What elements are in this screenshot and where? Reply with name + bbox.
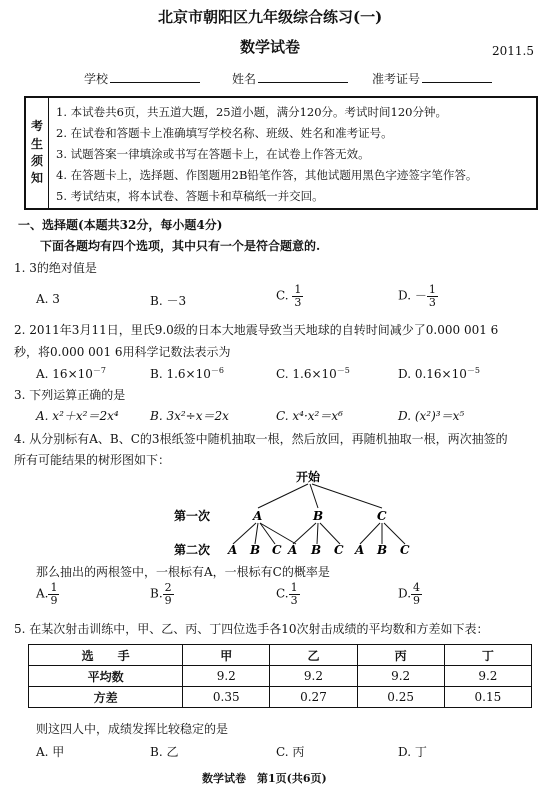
exam-title: 北京市朝阳区九年级综合练习(一) xyxy=(158,8,383,26)
tree-node-first: C xyxy=(377,509,387,523)
q4-option-c: C. $\frac{1}{3}$ xyxy=(276,581,298,607)
q4-option-a: A. $\frac{1}{9}$ xyxy=(36,581,58,607)
notice-item: 1. 本试卷共6页，共五道大题，25道小题，满分120分。考试时间120分钟。 xyxy=(56,105,447,119)
q2-option-a: A. $16\times 10^{-7}$ xyxy=(36,366,106,381)
q1-option-d: D. － $\frac{1}{3}$ xyxy=(398,283,436,309)
subject-title: 数学试卷 xyxy=(240,38,301,56)
tree-node-second: B xyxy=(250,543,261,557)
q5-option-d: D. 丁 xyxy=(398,745,427,759)
tree-first-label: 第一次 xyxy=(174,509,211,523)
q3-option-c: C. x⁴·x²＝x⁶ xyxy=(276,409,343,423)
notice-item: 3. 试题答案一律填涂或书写在答题卡上，在试卷上作答无效。 xyxy=(56,147,370,161)
q2-stem-line1: 2. 2011年3月11日，里氏9.0级的日本大地震导致当天地球的自转时间减少了0.000 001 6 xyxy=(14,323,499,337)
tree-node-second: C xyxy=(400,543,410,557)
tree-second-label: 第二次 xyxy=(174,543,211,557)
field-school: 学校 xyxy=(84,70,200,87)
field-exam-number: 准考证号 xyxy=(372,70,492,87)
notice-item: 5. 考试结束，将本试卷、答题卡和草稿纸一并交回。 xyxy=(56,189,324,203)
q2-option-d: D. $0.16\times 10^{-5}$ xyxy=(398,366,480,381)
q4-stem-line1: 4. 从分别标有A、B、C的3根纸签中随机抽取一根，然后放回，再随机抽取一根，两次抽签的 xyxy=(14,432,508,446)
table-cell: 0.35 xyxy=(183,687,270,708)
table-header-cell: 丁 xyxy=(444,645,531,666)
tree-diagram xyxy=(160,468,430,558)
q3-option-a: A. x²＋x²＝2x⁴ xyxy=(36,409,119,423)
table-row xyxy=(29,687,532,708)
tree-node-second: A xyxy=(288,543,298,557)
table-cell: 平均数 xyxy=(29,666,183,687)
q3-option-d: D. (x²)³＝x⁵ xyxy=(398,409,465,423)
q5-stem: 5. 在某次射击训练中，甲、乙、丙、丁四位选手各10次射击成绩的平均数和方差如下表： xyxy=(14,622,489,636)
exam-date: 2011.5 xyxy=(492,44,534,58)
field-name: 姓名 xyxy=(232,70,348,87)
table-cell: 9.2 xyxy=(183,666,270,687)
q1-option-a: A. 3 xyxy=(36,292,60,306)
section-instruction: 下面各题均有四个选项，其中只有一个是符合题意的. xyxy=(40,239,321,253)
tree-node-second: A xyxy=(228,543,238,557)
q1-option-b: B. －3 xyxy=(150,294,187,308)
q5-option-a: A. 甲 xyxy=(36,745,65,759)
page-footer: 数学试卷 第1页(共6页) xyxy=(202,772,327,785)
q1-option-c: C. $\frac{1}{3}$ xyxy=(276,283,302,309)
candidate-notice xyxy=(24,96,538,210)
table-cell: 0.27 xyxy=(270,687,357,708)
tree-node-first: A xyxy=(253,509,263,523)
q3-stem: 3. 下列运算正确的是 xyxy=(14,388,126,402)
score-table xyxy=(28,644,532,708)
table-cell: 9.2 xyxy=(444,666,531,687)
table-cell: 9.2 xyxy=(357,666,444,687)
table-header-cell: 甲 xyxy=(183,645,270,666)
q5-option-b: B. 乙 xyxy=(150,745,179,759)
q2-option-c: C. $1.6\times 10^{-5}$ xyxy=(276,366,350,381)
table-cell: 方差 xyxy=(29,687,183,708)
notice-item: 2. 在试卷和答题卡上准确填写学校名称、班级、姓名和准考证号。 xyxy=(56,126,393,140)
tree-root: 开始 xyxy=(296,470,321,484)
q5-question: 则这四人中，成绩发挥比较稳定的是 xyxy=(36,722,229,736)
table-cell: 0.15 xyxy=(444,687,531,708)
table-header-cell: 选 手 xyxy=(29,645,183,666)
tree-node-second: A xyxy=(355,543,365,557)
table-header-row xyxy=(29,645,532,666)
q4-option-d: D. $\frac{4}{9}$ xyxy=(398,581,421,607)
notice-item: 4. 在答题卡上，选择题、作图题用2B铅笔作答，其他试题用黑色字迹签字笔作答。 xyxy=(56,168,478,182)
table-row xyxy=(29,666,532,687)
tree-node-second: B xyxy=(311,543,322,557)
q3-option-b: B. 3x²÷x＝2x xyxy=(150,409,229,423)
q4-question: 那么抽出的两根签中，一根标有A，一根标有C的概率是 xyxy=(36,565,330,579)
q2-stem-line2: 秒，将0.000 001 6用科学记数法表示为 xyxy=(14,345,231,359)
q2-option-b: B. $1.6\times 10^{-6}$ xyxy=(150,366,224,381)
table-header-cell: 丙 xyxy=(357,645,444,666)
section-title: 一、选择题(本题共32分，每小题4分) xyxy=(18,218,223,232)
tree-node-second: B xyxy=(377,543,388,557)
q4-option-b: B. $\frac{2}{9}$ xyxy=(150,581,172,607)
q5-option-c: C. 丙 xyxy=(276,745,305,759)
table-cell: 9.2 xyxy=(270,666,357,687)
notice-side-label: 考 生 须 知 xyxy=(26,98,49,208)
tree-node-second: C xyxy=(334,543,344,557)
table-header-cell: 乙 xyxy=(270,645,357,666)
table-cell: 0.25 xyxy=(357,687,444,708)
q4-stem-line2: 所有可能结果的树形图如下： xyxy=(14,453,171,467)
tree-node-second: C xyxy=(272,543,282,557)
tree-node-first: B xyxy=(313,509,324,523)
q1-stem: 1. 3的绝对值是 xyxy=(14,261,97,275)
